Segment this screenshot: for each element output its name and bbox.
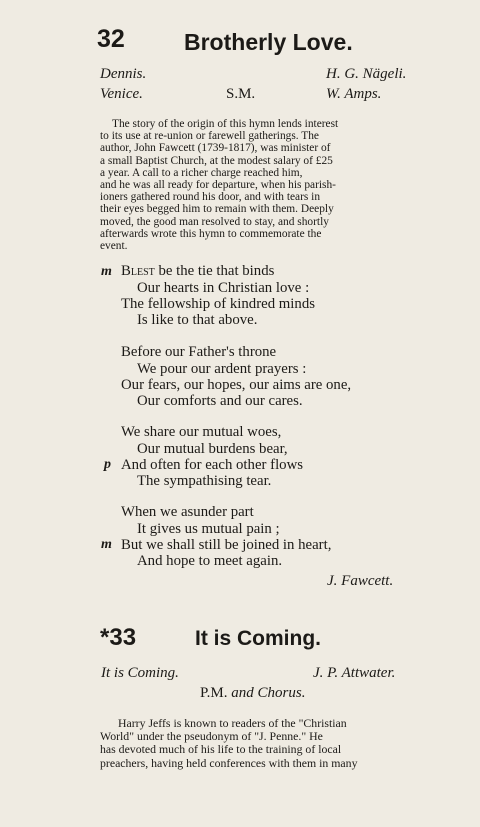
verse-1-line-3: The fellowship of kindred minds <box>121 296 315 312</box>
dynamic-marking-m: m <box>101 537 112 552</box>
hymn-33-composer: J. P. Attwater. <box>313 665 396 681</box>
verse-4-line-1: When we asunder part <box>121 504 254 520</box>
intro-line: Harry Jeffs is known to readers of the "Christian <box>118 716 347 730</box>
verse-1-line-1 <box>121 263 274 280</box>
intro-line: a year. A call to a richer charge reached him, <box>100 166 303 179</box>
verse-3-line-2: Our mutual burdens bear, <box>137 441 288 457</box>
page-number: 32 <box>97 25 125 53</box>
meter: S.M. <box>226 86 256 102</box>
page-title: Brotherly Love. <box>184 29 353 55</box>
intro-line: and he was all ready for departure, when his parish- <box>100 179 336 192</box>
hymn-33-introduction <box>100 717 357 770</box>
verse-2-line-1: Before our Father's throne <box>121 344 277 360</box>
intro-line: The story of the origin of this hymn lends interest <box>112 118 339 130</box>
verse-1-line-2: Our hearts in Christian love : <box>137 280 310 296</box>
composer-1: H. G. Nägeli. <box>326 66 407 82</box>
composer-2: W. Amps. <box>326 86 382 102</box>
tune-name-2: Venice. <box>100 86 143 102</box>
verse-3-line-3: And often for each other flows <box>121 457 304 473</box>
verse-4-line-4: And hope to meet again. <box>137 553 283 569</box>
hymn-33-tune: It is Coming. <box>101 665 179 681</box>
intro-line: their eyes begged him to remain with them. Deeply <box>100 203 334 216</box>
intro-line: event. <box>100 240 128 253</box>
verse-4-line-3: But we shall still be joined in heart, <box>121 537 332 553</box>
verse-2-line-2: We pour our ardent prayers : <box>137 361 307 377</box>
intro-line: to its use at re-union or farewell gatherings. The <box>100 130 319 143</box>
intro-line: ioners gathered round his door, and with tears in <box>100 191 321 204</box>
intro-line: afterwards wrote this hymn to commemorate the <box>100 227 322 240</box>
tune-name-1: Dennis. <box>100 66 147 82</box>
verse-2-line-3: Our fears, our hopes, our aims are one, <box>121 377 352 393</box>
hymn-33-meter-suffix: and Chorus. <box>231 685 306 701</box>
intro-line: World" under the pseudonym of "J. Penne." He <box>100 729 323 744</box>
intro-line: author, John Fawcett (1739-1817), was minister of <box>100 142 331 155</box>
verse-4-line-2: It gives us mutual pain ; <box>137 521 280 537</box>
intro-line: a small Baptist Church, at the modest salary of £25 <box>100 154 333 167</box>
verse-1-line-1-text: be the tie that binds <box>158 263 275 279</box>
dynamic-marking-p: p <box>104 457 111 472</box>
dynamic-marking-m: m <box>101 264 112 279</box>
verse-2-line-4: Our comforts and our cares. <box>137 393 303 409</box>
verse-1-line-4: Is like to that above. <box>137 312 258 328</box>
intro-line: moved, the good man resolved to stay, and shortly <box>100 215 329 228</box>
hymn-33-title: It is Coming. <box>195 627 321 650</box>
verse-3-line-4: The sympathising tear. <box>137 473 272 489</box>
hymn-author: J. Fawcett. <box>327 573 394 589</box>
hymn-33-meter-value: P.M. <box>200 685 228 701</box>
hymn-33-meter <box>200 685 305 702</box>
intro-line: has devoted much of his life to the training of local <box>100 742 342 757</box>
intro-line: preachers, having held conferences with them in many <box>100 755 358 770</box>
hymn-33-number: *33 <box>100 624 137 651</box>
first-word: Blest <box>121 263 155 279</box>
verse-3-line-1: We share our mutual woes, <box>121 424 282 440</box>
